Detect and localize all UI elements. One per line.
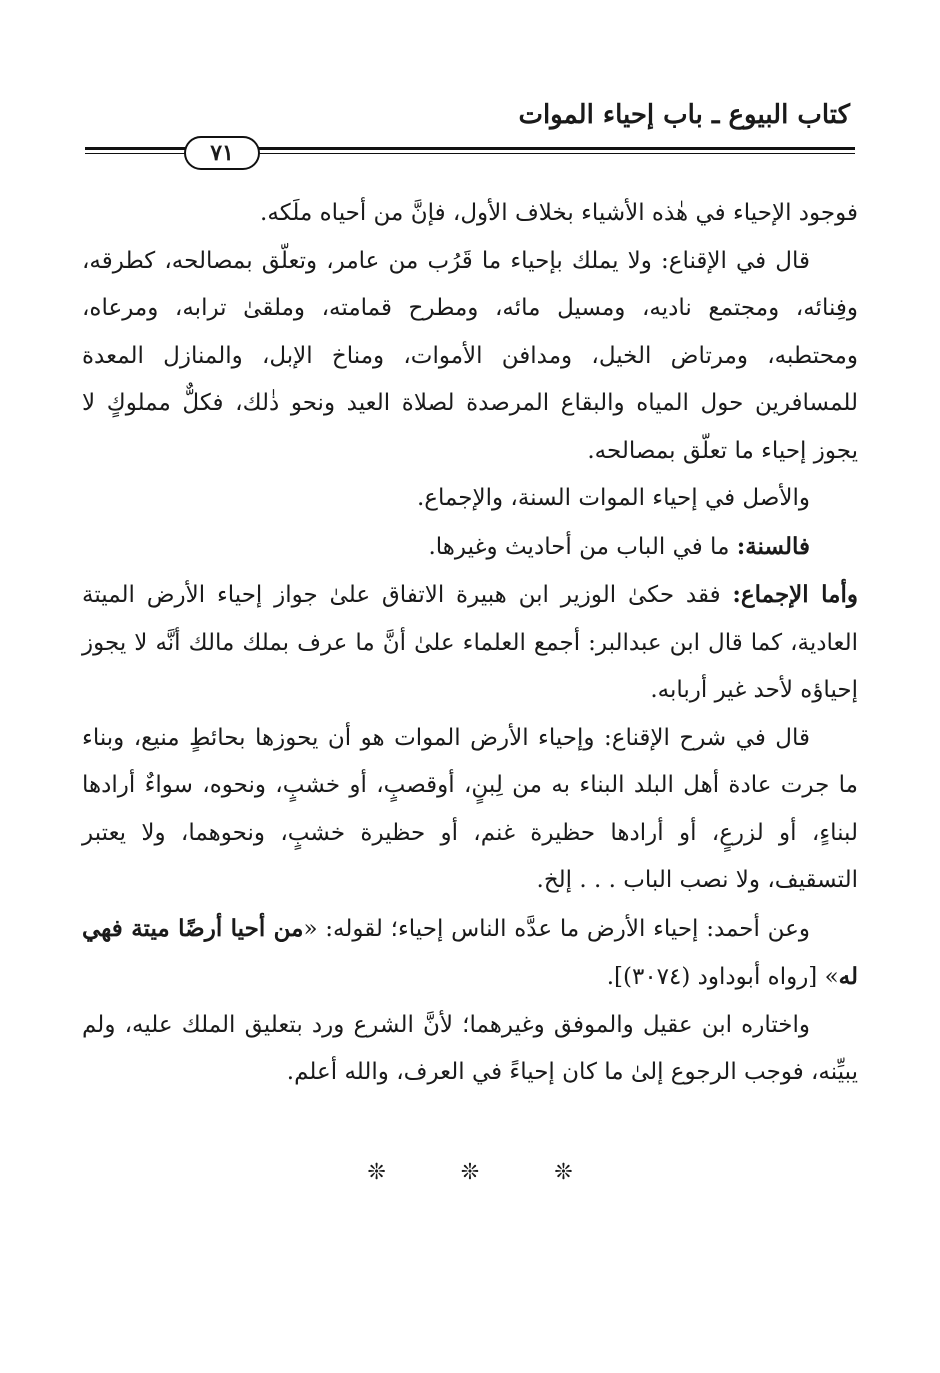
page-number: ٧١ bbox=[184, 136, 260, 170]
paragraph bbox=[82, 475, 858, 523]
paragraph bbox=[82, 715, 858, 905]
text-run: » [رواه أبوداود (٣٠٧٤)]. bbox=[606, 964, 839, 990]
header-rule-right-thick bbox=[255, 147, 855, 150]
text-run: قال في الإقناع: ولا يملك بإحياء ما قَرُب من عامر، وتعلّق بمصالحه، كطرقه، وفِنائه، ومجتمع ناديه، ومسيل مائه، ومطرح قمامته، وملقىٰ ترابه، ومرعاه، ومحتطبه، ومرتاض الخيل، ومدافن الأموات، ومناخ الإبل، والمنازل المعدة للمسافرين حول المياه والبقاع المرصدة لصلاة العيد ونحو ذٰلك، فكلٌّ مملوكٍ لا يجوز إحياء ما تعلّق بمصالحه. bbox=[82, 247, 858, 464]
paragraph bbox=[82, 1002, 858, 1097]
paragraph bbox=[82, 523, 858, 572]
header-rule-left-thin bbox=[85, 153, 185, 154]
running-title: كتاب البيوع ـ باب إحياء الموات bbox=[518, 100, 850, 130]
text-run: واختاره ابن عقيل والموفق وغيرهما؛ لأنَّ الشرع ورد بتعليق الملك عليه، ولم يبيِّنه، فوجب الرجوع إلىٰ ما كان إحياءً في العرف، والله أعلم. bbox=[82, 1011, 858, 1085]
bold-term: فالسنة: bbox=[736, 532, 810, 560]
body-text bbox=[82, 190, 858, 1097]
text-run: ما في الباب من أحاديث وغيرها. bbox=[428, 533, 737, 560]
paragraph bbox=[82, 190, 858, 238]
text-run: فقد حكىٰ الوزير ابن هبيرة الاتفاق علىٰ جواز إحياء الأرض الميتة العادية، كما قال ابن عبدالبر: أجمع العلماء علىٰ أنَّ ما عرف بملك مالك أنَّه لا يجوز إحياؤه لأحد غير أربابه. bbox=[82, 582, 858, 703]
header-rule-left-thick bbox=[85, 147, 185, 150]
text-run: قال في شرح الإقناع: وإحياء الأرض الموات هو أن يحوزها بحائطٍ منيع، وبناء ما جرت عادة أهل البلد البناء به من لِبنٍ، أوقصبٍ، أو خشبٍ، ونحوه، سواءٌ أرادها لبناءٍ، أو لزرعٍ، أو أرادها حظيرة غنم، أو حظيرة خشبٍ، ونحوهما، ولا يعتبر التسقيف، ولا نصب الباب . . . إلخ. bbox=[82, 724, 858, 893]
text-run: وعن أحمد: إحياء الأرض ما عدَّه الناس إحياء؛ لقوله: « bbox=[303, 915, 810, 942]
header-rule-right-thin bbox=[255, 153, 855, 154]
section-separator: ❊ ❊ ❊ bbox=[367, 1160, 607, 1185]
paragraph bbox=[82, 238, 858, 476]
bold-term: من أحيا أرضًا ميتة فهي له bbox=[82, 914, 858, 990]
paragraph bbox=[82, 571, 858, 715]
text-run: فوجود الإحياء في هٰذه الأشياء بخلاف الأول، فإنَّ من أحياه ملَكه. bbox=[260, 200, 858, 226]
paragraph bbox=[82, 905, 858, 1002]
text-run: والأصل في إحياء الموات السنة، والإجماع. bbox=[416, 485, 810, 511]
bold-term: وأما الإجماع: bbox=[732, 581, 858, 608]
